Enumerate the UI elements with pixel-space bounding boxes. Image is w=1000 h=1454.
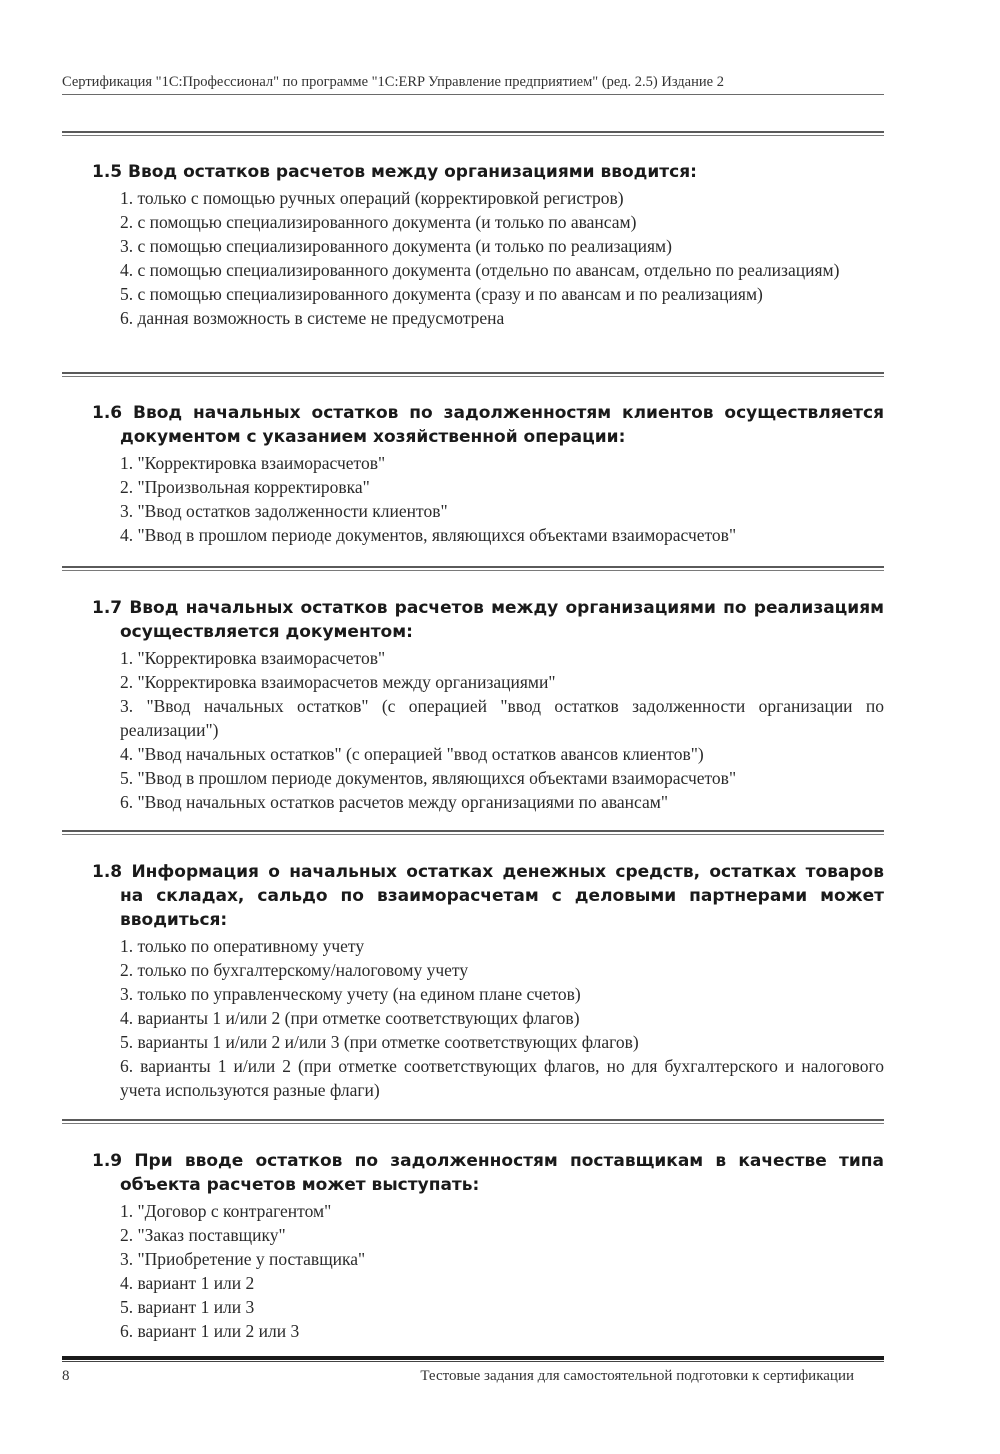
answer-option: 5. варианты 1 и/или 2 и/или 3 (при отметке соответствующих флагов) — [120, 1032, 639, 1052]
answer-option: 1. только с помощью ручных операций (корректировкой регистров) — [120, 188, 624, 208]
answer-option: 4. вариант 1 или 2 — [120, 1273, 255, 1293]
answer-option: 2. с помощью специализированного документа (и только по авансам) — [120, 212, 637, 232]
answer-option: 3. "Приобретение у поставщика" — [120, 1249, 366, 1269]
running-footer: Тестовые задания для самостоятельной подготовки к сертификации — [420, 1368, 854, 1384]
answer-option: 5. с помощью специализированного документа (сразу и по авансам и по реализациям) — [120, 284, 763, 304]
answer-option: 2. "Заказ поставщику" — [120, 1225, 286, 1245]
answer-option: 5. вариант 1 или 3 — [120, 1297, 255, 1317]
question-1-8 — [92, 860, 884, 1102]
question-title: 1.7 Ввод начальных остатков расчетов между организациями по реализациям осуществляется документом: — [92, 598, 884, 642]
answer-list — [92, 934, 884, 1102]
question-title: 1.6 Ввод начальных остатков по задолженностям клиентов осуществляется документом с указанием хозяйственной операции: — [92, 403, 884, 447]
answer-option: 4. "Ввод начальных остатков" (с операцией "ввод остатков авансов клиентов") — [120, 744, 704, 764]
answer-option: 2. только по бухгалтерскому/налоговому учету — [120, 960, 469, 980]
answer-option: 2. "Произвольная корректировка" — [120, 477, 370, 497]
answer-option: 5. "Ввод в прошлом периоде документов, являющихся объектами взаиморасчетов" — [120, 768, 737, 788]
answer-option: 1. "Корректировка взаиморасчетов" — [120, 453, 386, 473]
running-header: Сертификация "1С:Профессионал" по программе "1С:ERP Управление предприятием" (ред. 2.5) Издание 2 — [62, 74, 724, 90]
question-separator — [62, 1119, 884, 1124]
question-1-9 — [92, 1149, 884, 1343]
question-title: 1.5 Ввод остатков расчетов между организациями вводится: — [92, 162, 697, 182]
answer-list — [92, 451, 884, 547]
answer-option: 4. с помощью специализированного документа (отдельно по авансам, отдельно по реализациям) — [120, 260, 840, 280]
question-1-6 — [92, 401, 884, 547]
question-separator — [62, 131, 884, 136]
answer-option: 3. "Ввод остатков задолженности клиентов" — [120, 501, 448, 521]
answer-option: 3. "Ввод начальных остатков" (с операцией "ввод остатков задолженности организации по реализации") — [120, 696, 884, 740]
answer-option: 4. варианты 1 и/или 2 (при отметке соответствующих флагов) — [120, 1008, 580, 1028]
answer-option: 4. "Ввод в прошлом периоде документов, являющихся объектами взаиморасчетов" — [120, 525, 737, 545]
answer-option: 1. "Корректировка взаиморасчетов" — [120, 648, 386, 668]
question-title: 1.8 Информация о начальных остатках денежных средств, остатках товаров на складах, сальдо по взаиморасчетам с деловыми партнерами может вводиться: — [92, 862, 884, 930]
header-rule — [62, 94, 884, 95]
answer-list — [92, 646, 884, 814]
question-1-7 — [92, 596, 884, 814]
question-separator — [62, 372, 884, 377]
answer-option: 6. вариант 1 или 2 или 3 — [120, 1321, 300, 1341]
answer-list — [92, 186, 884, 330]
answer-list — [92, 1199, 884, 1343]
question-separator — [62, 830, 884, 835]
question-separator — [62, 566, 884, 571]
question-title: 1.9 При вводе остатков по задолженностям поставщикам в качестве типа объекта расчетов может выступать: — [92, 1151, 884, 1195]
answer-option: 2. "Корректировка взаиморасчетов между организациями" — [120, 672, 556, 692]
footer-rule — [62, 1356, 884, 1362]
answer-option: 6. данная возможность в системе не предусмотрена — [120, 308, 505, 328]
question-1-5 — [92, 160, 884, 330]
answer-option: 1. "Договор с контрагентом" — [120, 1201, 332, 1221]
answer-option: 6. "Ввод начальных остатков расчетов между организациями по авансам" — [120, 792, 668, 812]
answer-option: 1. только по оперативному учету — [120, 936, 365, 956]
answer-option: 3. только по управленческому учету (на едином плане счетов) — [120, 984, 581, 1004]
page-number: 8 — [62, 1368, 70, 1384]
answer-option: 3. с помощью специализированного документа (и только по реализациям) — [120, 236, 672, 256]
answer-option: 6. варианты 1 и/или 2 (при отметке соответствующих флагов, но для бухгалтерского и налогового учета используются разные флаги) — [120, 1056, 884, 1100]
